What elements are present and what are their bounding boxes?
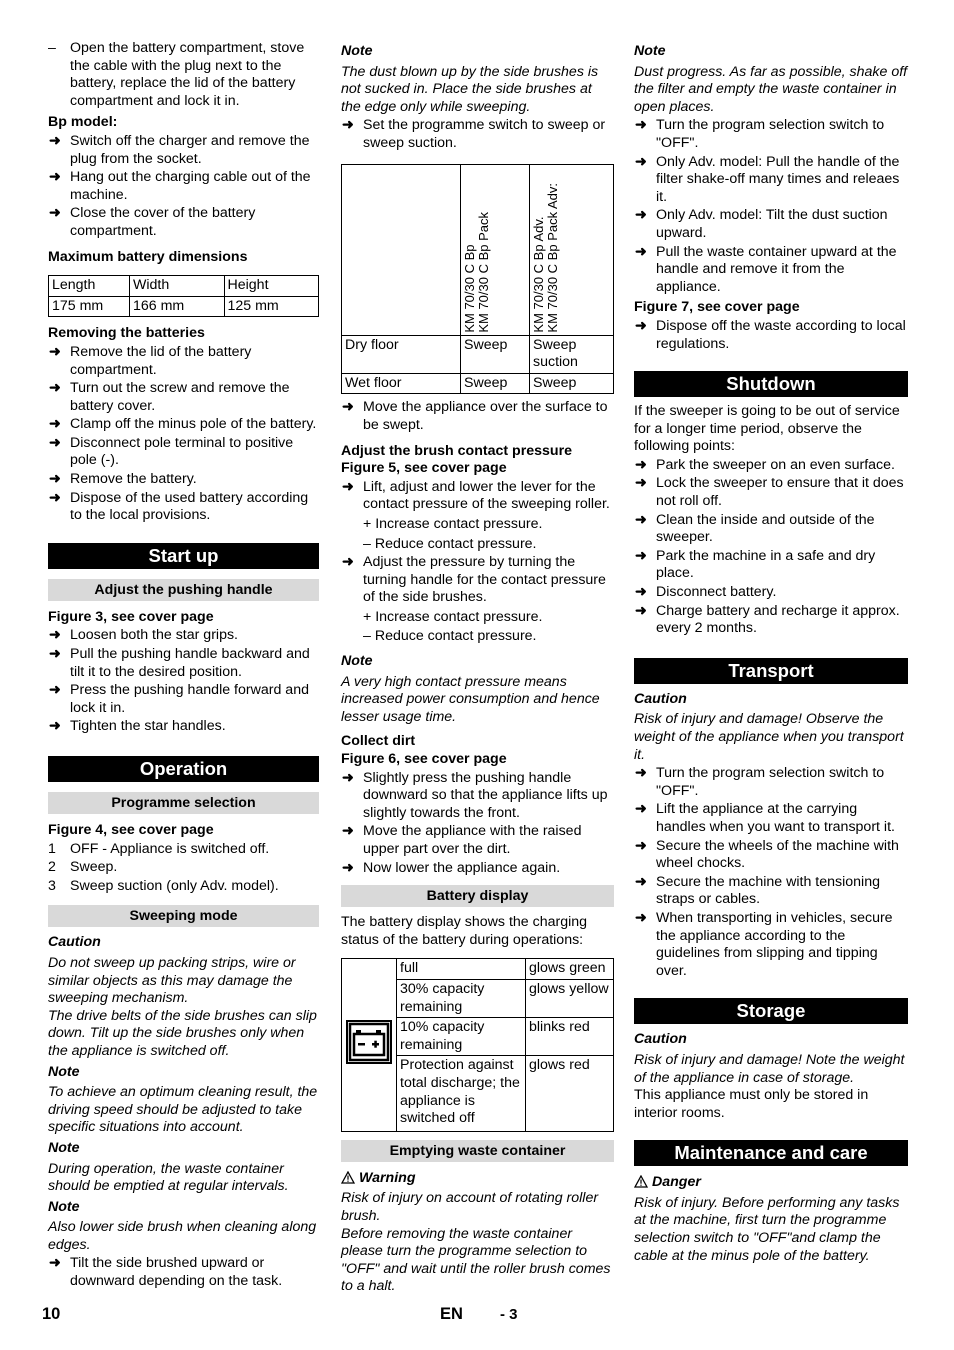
empty-step: ➜ Only Adv. model: Tilt the dust suction upward. bbox=[634, 207, 908, 242]
note-label: Note bbox=[48, 1139, 80, 1156]
bp-step: ➜ Hang out the charging cable out of the machine. bbox=[48, 169, 319, 204]
note-text: The dust blown up by the side brushes is not sucked in. Place the side brushes at the edge only while sweeping. bbox=[341, 63, 599, 115]
table-cell: 175 mm bbox=[49, 296, 130, 317]
remove-step: ➜ Clamp off the minus pole of the battery. bbox=[48, 416, 319, 434]
danger-text-label: Danger bbox=[652, 1174, 701, 1191]
note-text: During operation, the waste container should be emptied at regular intervals. bbox=[48, 1160, 289, 1195]
table-header bbox=[461, 164, 530, 335]
pushing-step: ➜ Press the pushing handle forward and lock it in. bbox=[48, 682, 319, 717]
shutdown-step: ➜ Disconnect battery. bbox=[634, 584, 908, 602]
reduce-text: – Reduce contact pressure. bbox=[363, 535, 537, 552]
reduce-text: – Reduce contact pressure. bbox=[363, 628, 537, 645]
figure-4-ref: Figure 4, see cover page bbox=[48, 822, 214, 838]
side-brush-step: ➜ Tilt the side brushed upward or downward depending on the task. bbox=[48, 1255, 319, 1290]
table-row bbox=[342, 373, 614, 394]
figure-6-ref: Figure 6, see cover page bbox=[341, 751, 507, 768]
shutdown-step: ➜ Park the machine in a safe and dry place. bbox=[634, 548, 908, 583]
emptying-heading: Emptying waste container bbox=[341, 1140, 614, 1162]
warning-triangle-icon bbox=[341, 1171, 355, 1184]
collect-step: ➜ Now lower the appliance again. bbox=[341, 860, 614, 878]
remove-step: ➜ Remove the battery. bbox=[48, 471, 319, 489]
table-cell: full bbox=[397, 959, 526, 980]
danger-text: Risk of injury. Before performing any tasks at the machine, first turn the programme selection switch to "OFF"and clamp the cable at the minus pole of the battery. bbox=[634, 1194, 900, 1264]
battery-icon bbox=[345, 1019, 393, 1065]
set-switch-step: ➜ Set the programme switch to sweep or sweep suction. bbox=[341, 117, 614, 152]
move-step: ➜ Move the appliance over the surface to be swept. bbox=[341, 399, 614, 434]
caution-text: The drive belts of the side brushes can slip down. Tilt up the side brushes only when the appliance is switched off. bbox=[48, 1007, 317, 1059]
note-label: Note bbox=[634, 43, 666, 59]
increase-text: + Increase contact pressure. bbox=[363, 515, 543, 532]
transport-heading: Transport bbox=[634, 658, 908, 684]
note-text: To achieve an optimum cleaning result, the driving speed should be adjusted to take specific situations into account. bbox=[48, 1084, 318, 1136]
table-cell bbox=[342, 959, 397, 1131]
dispose-step: ➜ Dispose off the waste according to local regulations. bbox=[634, 318, 908, 353]
table-cell: glows red bbox=[526, 1056, 614, 1131]
caution-text: Risk of injury and damage! Observe the weight of the appliance when you transport it. bbox=[634, 711, 904, 763]
sweep-mode-table bbox=[341, 164, 614, 395]
table-cell: 125 mm bbox=[224, 296, 319, 317]
shutdown-step: ➜ Clean the inside and outside of the sweeper. bbox=[634, 512, 908, 547]
note-label: Note bbox=[48, 1198, 80, 1215]
list-text: Sweep suction (only Adv. model). bbox=[70, 877, 279, 894]
table-cell: 30% capacity remaining bbox=[397, 979, 526, 1017]
table-cell: Sweep suction bbox=[530, 335, 614, 373]
transport-step: ➜ Turn the program selection switch to "OFF". bbox=[634, 765, 908, 800]
table-header: Length bbox=[49, 276, 130, 297]
storage-text: This appliance must only be stored in interior rooms. bbox=[634, 1087, 869, 1121]
note-text: Dust progress. As far as possible, shake off the filter and empty the waste container in open places. bbox=[634, 63, 908, 115]
collect-step: ➜ Move the appliance with the raised upper part over the dirt. bbox=[341, 823, 614, 858]
pushing-step: ➜ Pull the pushing handle backward and tilt it to the desired position. bbox=[48, 646, 319, 681]
shutdown-step: ➜ Charge battery and recharge it approx. every 2 months. bbox=[634, 603, 908, 638]
table-cell: Wet floor bbox=[342, 373, 461, 394]
transport-step: ➜ Lift the appliance at the carrying handles when you want to transport it. bbox=[634, 801, 908, 836]
warning-triangle-icon bbox=[634, 1175, 648, 1188]
maintenance-heading: Maintenance and care bbox=[634, 1140, 908, 1166]
list-text: Sweep. bbox=[70, 859, 118, 876]
startup-heading: Start up bbox=[48, 543, 319, 569]
table-row bbox=[49, 276, 319, 297]
brush-step: ➜ Adjust the pressure by turning the turning handle for the contact pressure of the side brushes. bbox=[341, 554, 614, 607]
note-label: Note bbox=[48, 1063, 80, 1080]
table-cell: blinks red bbox=[526, 1018, 614, 1056]
table-row bbox=[342, 959, 614, 980]
table-cell: 166 mm bbox=[130, 296, 225, 317]
note-text: A very high contact pressure means increased power consumption and hence lesser usage time. bbox=[341, 673, 600, 725]
table-cell bbox=[342, 164, 461, 335]
table-cell: Protection against total discharge; the appliance is switched off bbox=[397, 1056, 526, 1131]
table-cell: Sweep bbox=[530, 373, 614, 394]
pushing-handle-heading: Adjust the pushing handle bbox=[48, 579, 319, 601]
warning-label bbox=[341, 1170, 614, 1188]
shutdown-step: ➜ Park the sweeper on an even surface. bbox=[634, 457, 908, 475]
operation-heading: Operation bbox=[48, 756, 319, 782]
battery-display-heading: Battery display bbox=[341, 885, 614, 907]
increase-text: + Increase contact pressure. bbox=[363, 608, 543, 625]
max-dimensions-title: Maximum battery dimensions bbox=[48, 248, 248, 265]
transport-step: ➜ When transporting in vehicles, secure the appliance according to the guidelines from slipping and tipping over. bbox=[634, 910, 908, 980]
table-cell: 10% capacity remaining bbox=[397, 1018, 526, 1056]
table-cell: Dry floor bbox=[342, 335, 461, 373]
table-row bbox=[342, 335, 614, 373]
list-item bbox=[48, 859, 319, 877]
model-header-standard: KM 70/30 C Bp KM 70/30 C Bp Pack bbox=[462, 211, 491, 333]
remove-step: ➜ Remove the lid of the battery compartment. bbox=[48, 344, 319, 379]
list-number: 1 bbox=[48, 840, 56, 857]
table-row bbox=[342, 164, 614, 335]
brush-step: ➜ Lift, adjust and lower the lever for the contact pressure of the sweeping roller. bbox=[341, 479, 614, 514]
warning-text: Before removing the waste container please turn the programme selection to "OFF" and wait until the roller brush comes to a halt. bbox=[341, 1225, 611, 1295]
brush-pressure-title: Adjust the brush contact pressure bbox=[341, 442, 572, 459]
caution-text: Do not sweep up packing strips, wire or similar objects as this may damage the sweeping mechanism. bbox=[48, 954, 296, 1007]
note-label: Note bbox=[341, 653, 373, 670]
bp-step: ➜ Switch off the charger and remove the plug from the socket. bbox=[48, 133, 319, 168]
figure-3-ref: Figure 3, see cover page bbox=[48, 608, 214, 625]
remove-step: ➜ Disconnect pole terminal to positive pole (-). bbox=[48, 435, 319, 470]
list-item bbox=[48, 841, 319, 859]
remove-batteries-title: Removing the batteries bbox=[48, 325, 205, 342]
bp-title: Bp model: bbox=[48, 114, 118, 131]
list-number: 2 bbox=[48, 859, 56, 876]
pushing-step: ➜ Tighten the star handles. bbox=[48, 718, 319, 736]
empty-step: ➜ Only Adv. model: Pull the handle of the filter shake-off many times and releaes it. bbox=[634, 154, 908, 207]
column-3 bbox=[634, 40, 908, 1265]
battery-table bbox=[341, 958, 614, 1131]
shutdown-heading: Shutdown bbox=[634, 371, 908, 397]
collect-step: ➜ Slightly press the pushing handle downward so that the appliance lifts up slightly towards the front. bbox=[341, 770, 614, 823]
caution-label: Caution bbox=[634, 690, 687, 707]
remove-step: ➜ Dispose of the used battery according to the local provisions. bbox=[48, 490, 319, 525]
figure-7-ref: Figure 7, see cover page bbox=[634, 299, 800, 316]
table-cell: glows green bbox=[526, 959, 614, 980]
storage-heading: Storage bbox=[634, 998, 908, 1024]
table-cell: Sweep bbox=[461, 335, 530, 373]
table-header bbox=[530, 164, 614, 335]
table-cell: Sweep bbox=[461, 373, 530, 394]
caution-text: Risk of injury and damage! Note the weight of the appliance in case of storage. bbox=[634, 1051, 905, 1086]
transport-step: ➜ Secure the wheels of the machine with wheel chocks. bbox=[634, 838, 908, 873]
warning-text: Risk of injury on account of rotating roller brush. bbox=[341, 1190, 599, 1224]
battery-text: The battery display shows the charging status of the battery during operations: bbox=[341, 914, 588, 948]
empty-step: ➜ Pull the waste container upward at the handle and remove it from the appliance. bbox=[634, 244, 908, 297]
column-2 bbox=[341, 40, 614, 1296]
caution-label: Caution bbox=[48, 934, 101, 951]
sub-page-number: - 3 bbox=[500, 1306, 518, 1323]
open-step: – Open the battery compartment, stove the cable with the plug next to the battery, replace the lid of the battery compartment and lock it in. bbox=[48, 40, 319, 110]
column-1 bbox=[48, 40, 319, 1291]
transport-step: ➜ Secure the machine with tensioning straps or cables. bbox=[634, 874, 908, 909]
warning-text-label: Warning bbox=[359, 1169, 416, 1186]
table-row bbox=[49, 296, 319, 317]
table-header: Height bbox=[224, 276, 319, 297]
shutdown-step: ➜ Lock the sweeper to ensure that it does not roll off. bbox=[634, 475, 908, 510]
table-header: Width bbox=[130, 276, 225, 297]
list-text: OFF - Appliance is switched off. bbox=[70, 840, 270, 857]
sweeping-mode-heading: Sweeping mode bbox=[48, 905, 319, 927]
programme-selection-heading: Programme selection bbox=[48, 792, 319, 814]
figure-5-ref: Figure 5, see cover page bbox=[341, 460, 507, 477]
list-number: 3 bbox=[48, 877, 56, 894]
caution-label: Caution bbox=[634, 1031, 687, 1048]
dimensions-table bbox=[48, 275, 319, 317]
shutdown-text: If the sweeper is going to be out of service for a longer time period, observe the following points: bbox=[634, 403, 900, 455]
list-item bbox=[48, 878, 319, 896]
empty-step: ➜ Turn the program selection switch to "OFF". bbox=[634, 117, 908, 152]
collect-dirt-title: Collect dirt bbox=[341, 733, 416, 750]
remove-step: ➜ Turn out the screw and remove the battery cover. bbox=[48, 380, 319, 415]
model-header-adv: KM 70/30 C Bp Adv. KM 70/30 C Bp Pack Adv: bbox=[531, 182, 560, 333]
page-number: 10 bbox=[42, 1305, 61, 1323]
table-cell: glows yellow bbox=[526, 979, 614, 1017]
note-label: Note bbox=[341, 43, 373, 59]
bp-step: ➜ Close the cover of the battery compartment. bbox=[48, 205, 319, 240]
danger-label bbox=[634, 1174, 908, 1192]
language-code: EN bbox=[440, 1305, 463, 1323]
pushing-step: ➜ Loosen both the star grips. bbox=[48, 627, 319, 645]
note-text: Also lower side brush when cleaning along edges. bbox=[48, 1219, 317, 1253]
